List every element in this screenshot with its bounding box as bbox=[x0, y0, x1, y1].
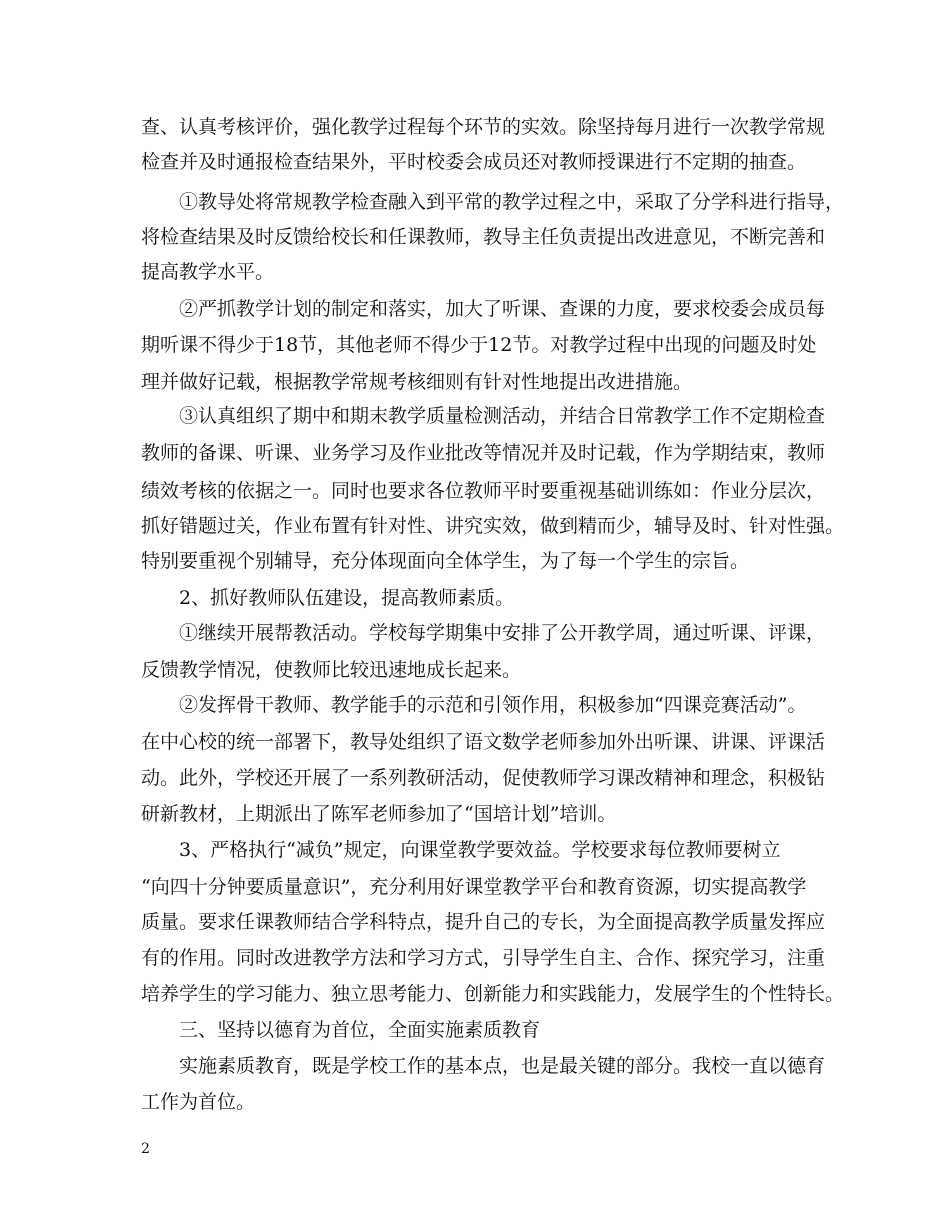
section-heading: 三、坚持以德育为首位，全面实施素质教育 bbox=[179, 1019, 541, 1041]
text-line: 动。此外，学校还开展了一系列教研活动，促使教师学习课改精神和理念，积极钻 bbox=[141, 767, 826, 789]
text-line: 查、认真考核评价，强化教学过程每个环节的实效。除坚持每月进行一次教学常规 bbox=[141, 116, 826, 138]
text-line: 教师的备课、听课、业务学习及作业批改等情况并及时记载，作为学期结束，教师 bbox=[141, 442, 826, 464]
text-line: ②发挥骨干教师、教学能手的示范和引领作用，积极参加“四课竞赛活动”。 bbox=[179, 694, 807, 716]
text-line: 质量。要求任课教师结合学科特点，提升自己的专长，为全面提高教学质量发挥应 bbox=[141, 911, 826, 933]
text-line: ②严抓教学计划的制定和落实，加大了听课、查课的力度，要求校委会成员每 bbox=[179, 298, 826, 320]
text-line: 特别要重视个别辅导，充分体现面向全体学生，为了每一个学生的宗旨。 bbox=[141, 550, 750, 572]
text-line: 抓好错题过关，作业布置有针对性、讲究实效，做到精而少，辅导及时、针对性强。 bbox=[141, 515, 845, 537]
text-line: 工作为首位。 bbox=[141, 1091, 256, 1113]
text-line: 反馈教学情况，使教师比较迅速地成长起来。 bbox=[141, 659, 522, 681]
page-number: 2 bbox=[141, 1141, 150, 1157]
text-line: 期听课不得少于18节，其他老师不得少于12节。对教学过程中出现的问题及时处 bbox=[141, 334, 817, 356]
text-line: 3、严格执行“减负”规定，向课堂教学要效益。学校要求每位教师要树立 bbox=[179, 839, 781, 861]
text-line: 2、抓好教师队伍建设，提高教师素质。 bbox=[179, 587, 515, 609]
text-line: 培养学生的学习能力、独立思考能力、创新能力和实践能力，发展学生的个性特长。 bbox=[141, 983, 845, 1005]
text-line: 理并做好记载，根据教学常规考核细则有针对性地提出改进措施。 bbox=[141, 371, 693, 393]
text-line: 检查并及时通报检查结果外，平时校委会成员还对教师授课进行不定期的抽查。 bbox=[141, 151, 807, 173]
text-line: 有的作用。同时改进教学方法和学习方式，引导学生自主、合作、探究学习，注重 bbox=[141, 947, 826, 969]
text-line: 在中心校的统一部署下，教导处组织了语文数学老师参加外出听课、讲课、评课活 bbox=[141, 731, 826, 753]
text-line: 提高教学水平。 bbox=[141, 261, 275, 283]
text-line: 研新教材，上期派出了陈军老师参加了“国培计划”培训。 bbox=[141, 803, 617, 825]
text-line: “向四十分钟要质量意识”，充分利用好课堂教学平台和教育资源，切实提高教学 bbox=[141, 876, 807, 898]
text-line: 实施素质教育，既是学校工作的基本点，也是最关键的部分。我校一直以德育 bbox=[179, 1055, 826, 1077]
text-line: ①继续开展帮教活动。学校每学期集中安排了公开教学周，通过听课、评课， bbox=[179, 622, 826, 644]
text-line: ③认真组织了期中和期末教学质量检测活动，并结合日常教学工作不定期检查 bbox=[179, 405, 826, 427]
text-line: 将检查结果及时反馈给校长和任课教师，教导主任负责提出改进意见，不断完善和 bbox=[141, 226, 826, 248]
text-line: 绩效考核的依据之一。同时也要求各位教师平时要重视基础训练如：作业分层次， bbox=[141, 480, 826, 502]
text-line: ①教导处将常规教学检查融入到平常的教学过程之中，采取了分学科进行指导， bbox=[179, 191, 845, 213]
